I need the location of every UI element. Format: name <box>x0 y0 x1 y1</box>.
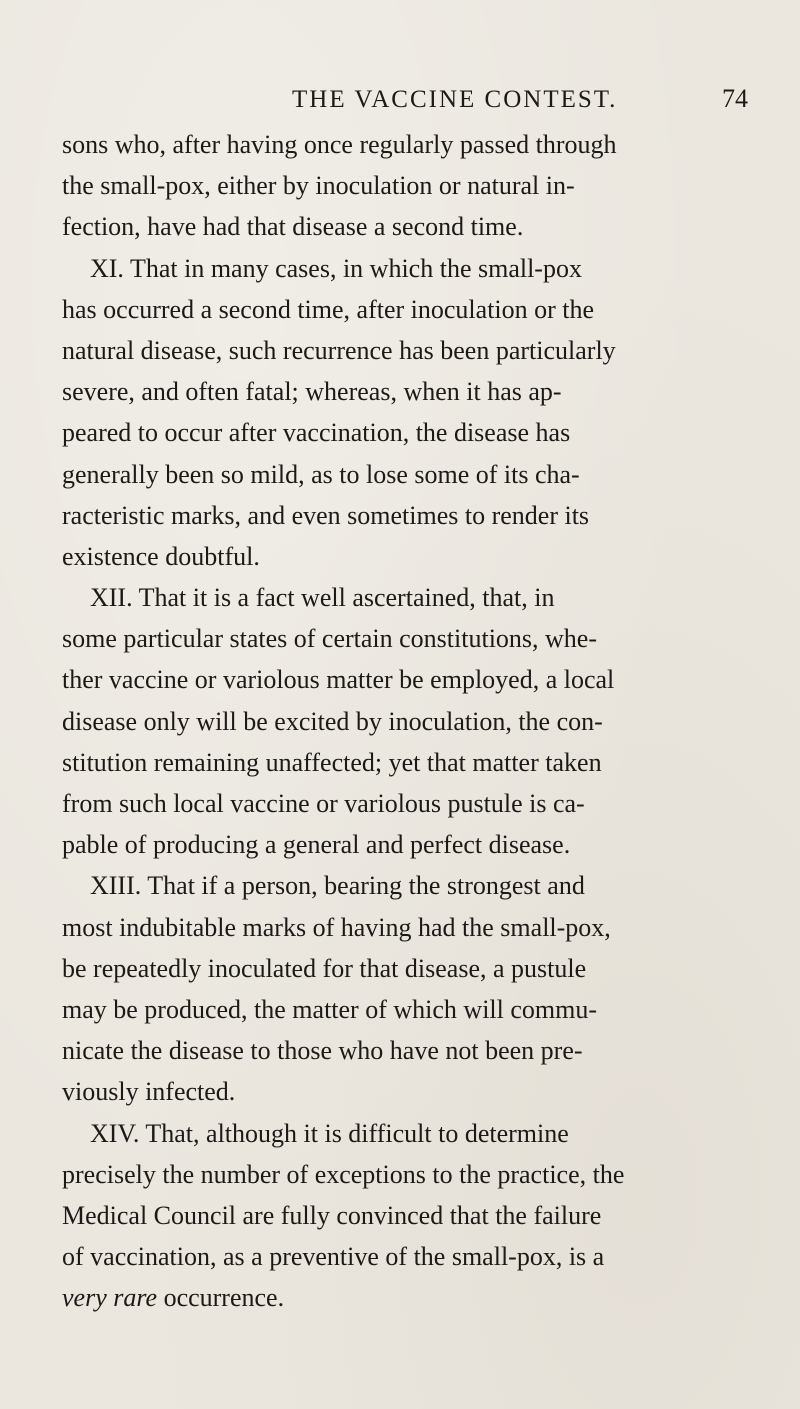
text-line: disease only will be excited by inoculation, the con- <box>62 706 603 736</box>
text-line: may be produced, the matter of which will commu- <box>62 994 598 1024</box>
text-line: peared to occur after vaccination, the disease has <box>62 418 571 448</box>
text-line: racteristic marks, and even sometimes to render its <box>62 500 590 530</box>
text-line: XIII. That if a person, bearing the strongest and <box>90 871 585 901</box>
text-line: of vaccination, as a preventive of the small-pox, is a <box>62 1242 605 1272</box>
text-line: XII. That it is a fact well ascertained, that, in <box>90 583 555 613</box>
text-line: ther vaccine or variolous matter be employed, a local <box>62 665 615 695</box>
running-head: THE VACCINE CONTEST. <box>292 86 618 113</box>
text-line: existence doubtful. <box>62 541 260 571</box>
text-line: nicate the disease to those who have not been pre- <box>62 1036 583 1066</box>
text-line: pable of producing a general and perfect disease. <box>62 830 571 860</box>
text-line: precisely the number of exceptions to the practice, the <box>62 1159 625 1189</box>
text-line: stitution remaining unaffected; yet that matter taken <box>62 747 602 777</box>
page-header <box>0 78 800 118</box>
text-line: be repeatedly inoculated for that disease, a pustule <box>62 953 587 983</box>
text-line: XIV. That, although it is difficult to determine <box>90 1118 569 1148</box>
text-line: Medical Council are fully convinced that the failure <box>62 1200 602 1230</box>
final-text: occurrence. <box>157 1283 285 1313</box>
text-line: most indubitable marks of having had the small-pox, <box>62 912 611 942</box>
text-line: severe, and often fatal; whereas, when it has ap- <box>62 377 562 407</box>
text-line-final <box>62 1277 762 1318</box>
text-line: generally been so mild, as to lose some of its cha- <box>62 459 580 489</box>
text-line: natural disease, such recurrence has been particularly <box>62 335 616 365</box>
text-line: sons who, after having once regularly passed through <box>62 130 617 159</box>
text-line: the small-pox, either by inoculation or natural in- <box>62 171 575 201</box>
body-text <box>62 124 762 1318</box>
italic-emphasis: very rare <box>62 1283 158 1313</box>
text-line: fection, have had that disease a second time. <box>62 212 524 242</box>
text-line: viously infected. <box>62 1077 236 1107</box>
text-line: XI. That in many cases, in which the small-pox <box>90 253 582 283</box>
text-line: from such local vaccine or variolous pustule is ca- <box>62 789 585 818</box>
text-line: has occurred a second time, after inoculation or the <box>62 294 595 324</box>
page-number: 74 <box>722 84 748 113</box>
text-line: some particular states of certain constitutions, whe- <box>62 624 598 654</box>
